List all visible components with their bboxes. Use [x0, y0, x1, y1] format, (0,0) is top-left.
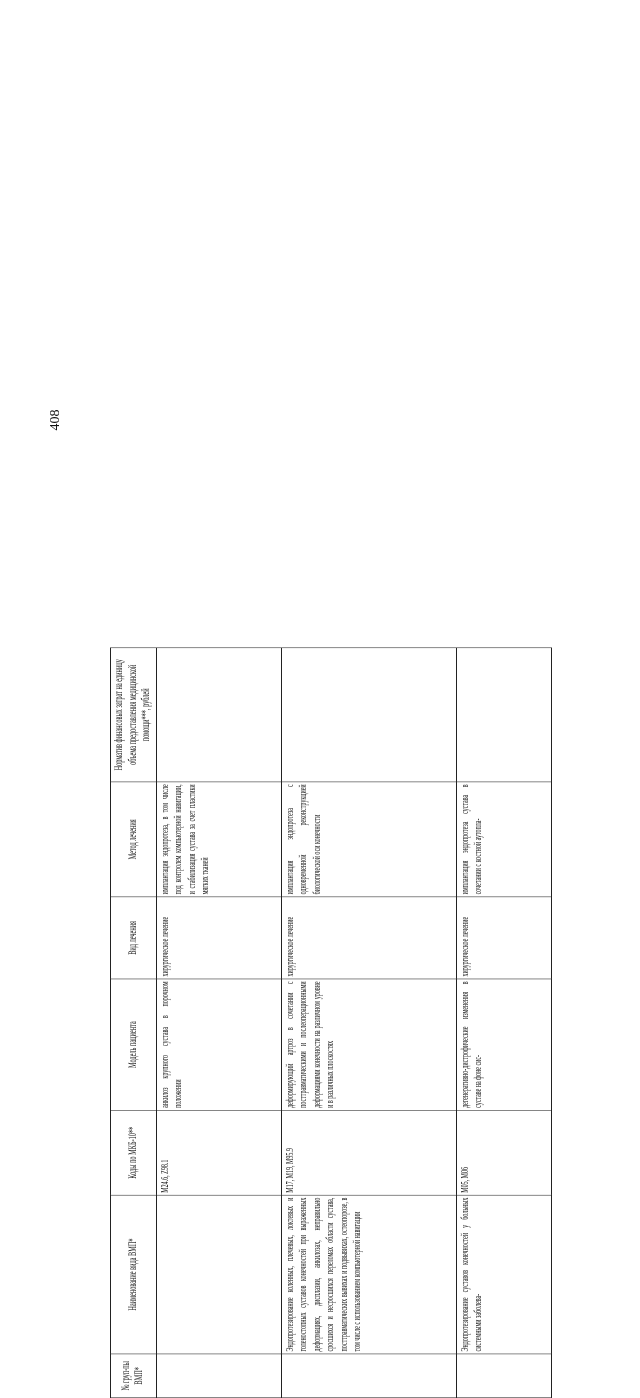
header-method: Метод лечения — [111, 782, 157, 897]
cell-group — [281, 1354, 456, 1398]
cell-name: Эндопротезирование коленных, плечевых, локтевых и голеностопных суставов конечностей при выраженных деформациях, дисплазии, анкилозах, неправильно сросшихся и несросшихся переломах области сустава, посттравматических вывихах и подвывихах, остеопорозе, в том числе с использованием компьютерной навигации — [281, 1195, 456, 1354]
vmp-table — [110, 648, 552, 1398]
cell-group — [456, 1354, 551, 1398]
cell-model: дегенеративно-дистрофические изменения в суставе на фоне сис- — [456, 979, 551, 1110]
cell-method: имплантация эндопротеза сустава в сочетании с костной аутопла- — [456, 782, 551, 897]
cell-method: имплантация эндопротеза, в том числе под контролем компьютерной навигации, и стабилизация сустава за счет пластики мягких тканей — [156, 782, 281, 897]
cell-codes: M17, M19, M95.9 — [281, 1110, 456, 1195]
cell-name — [156, 1195, 281, 1354]
header-row — [111, 648, 157, 1398]
cell-model: анкилоз крупного сустава в порочном положении — [156, 979, 281, 1110]
header-type: Вид лечения — [111, 897, 157, 979]
header-model: Модель пациента — [111, 979, 157, 1110]
header-group: № груп-пы ВМП* — [111, 1354, 157, 1398]
cell-codes: M05, M06 — [456, 1110, 551, 1195]
cell-type: хирургическое лечение — [156, 897, 281, 979]
cell-name: Эндопротезирование суставов конечностей у больных системными заболева- — [456, 1195, 551, 1354]
cell-group — [156, 1354, 281, 1398]
table-row — [281, 648, 456, 1398]
page-number: 408 — [48, 409, 63, 431]
cell-type: хирургическое лечение — [456, 897, 551, 979]
cell-method: имплантация эндопротеза с одновременной реконструкцией биологической оси конечности — [281, 782, 456, 897]
header-norm: Норматив финансовых затрат на единицу объема предоставления медицинской помощи***, рублей — [111, 648, 157, 782]
table-row — [456, 648, 551, 1398]
cell-codes: M24.6, Z98.1 — [156, 1110, 281, 1195]
header-codes: Коды по МКБ-10** — [111, 1110, 157, 1195]
cell-norm — [156, 648, 281, 782]
cell-model: деформирующий артроз в сочетании с посттравматическими и послеоперационными деформациями конечности на различном уровне и в различных плоскостях — [281, 979, 456, 1110]
rotated-table-frame — [110, 648, 540, 1398]
cell-norm — [281, 648, 456, 782]
cell-norm — [456, 648, 551, 782]
table-row — [156, 648, 281, 1398]
header-name: Наименование вида ВМП* — [111, 1195, 157, 1354]
cell-type: хирургическое лечение — [281, 897, 456, 979]
